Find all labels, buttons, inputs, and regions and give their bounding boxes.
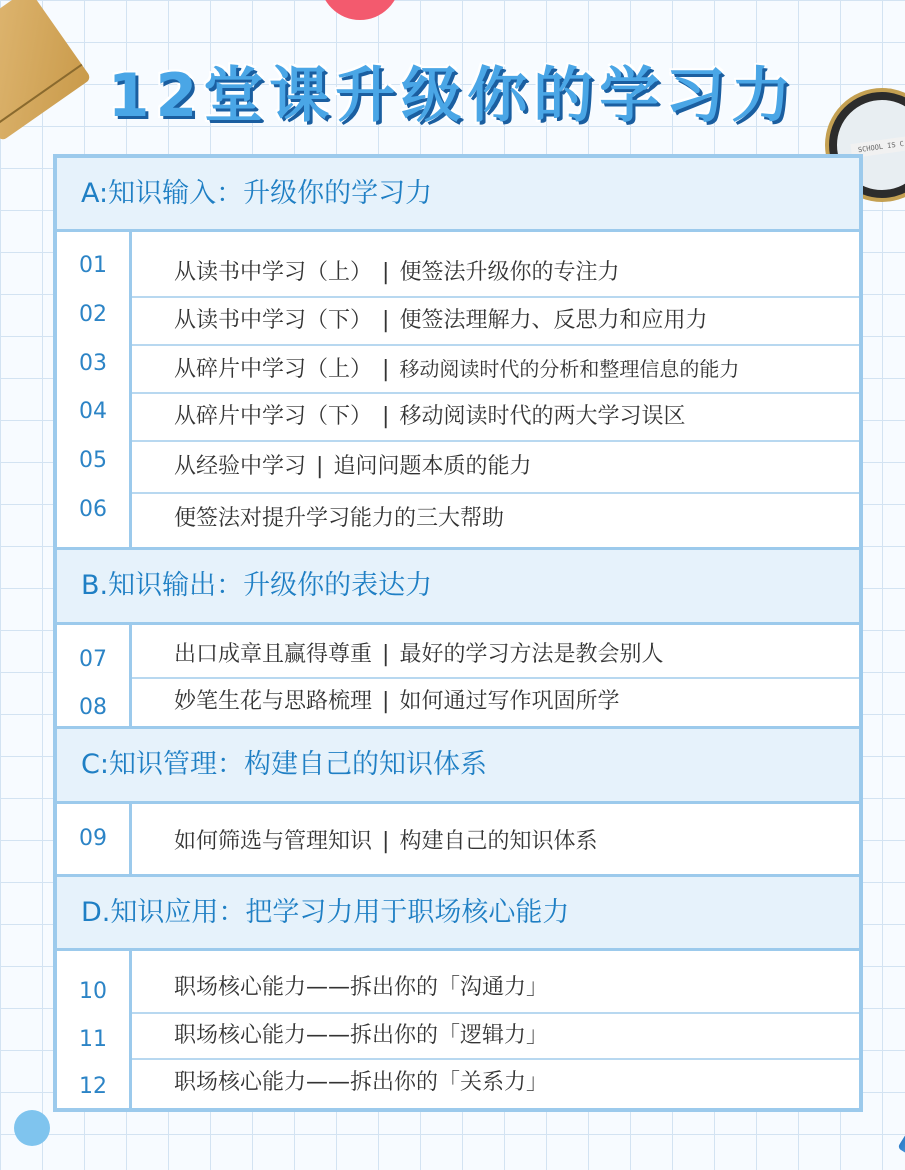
list-item	[132, 298, 859, 346]
item-separator: |	[382, 829, 390, 854]
item-number: 07	[79, 647, 107, 672]
list-item	[132, 818, 859, 866]
list-item	[132, 679, 859, 725]
list-item	[132, 494, 859, 546]
item-description: 追问问题本质的能力	[333, 454, 532, 479]
item-topic: 妙笔生花与思路梳理	[174, 689, 373, 714]
list-item	[132, 633, 859, 679]
list-item	[132, 1014, 859, 1060]
section-b-heading: B.知识输出：升级你的表达力	[57, 550, 859, 625]
item-number: 11	[79, 1027, 107, 1052]
item-topic: 从碎片中学习（下）	[174, 404, 373, 429]
item-separator: |	[316, 454, 324, 479]
item-description: 如何通过写作巩固所学	[399, 689, 620, 714]
item-topic: 出口成章且赢得尊重	[174, 642, 373, 667]
item-number: 10	[79, 979, 107, 1004]
item-description: 便签法升级你的专注力	[399, 260, 620, 285]
page-title: 12堂课升级你的学习力	[107, 61, 798, 131]
item-topic: 职场核心能力——拆出你的「关系力」	[174, 1070, 549, 1095]
item-description: 便签法理解力、反思力和应用力	[399, 308, 708, 333]
item-description: 移动阅读时代的两大学习误区	[399, 404, 686, 429]
item-description: 最好的学习方法是教会别人	[399, 642, 664, 667]
list-item	[132, 442, 859, 494]
item-number: 12	[79, 1074, 107, 1099]
item-topic: 职场核心能力——拆出你的「逻辑力」	[174, 1023, 549, 1048]
list-item	[132, 250, 859, 298]
tape-label: SCHOOL IS C	[850, 136, 905, 158]
item-topic: 从读书中学习（下）	[174, 308, 373, 333]
red-circle-decoration	[320, 0, 400, 20]
blue-dot-decoration	[14, 1110, 50, 1146]
pencil-decoration	[897, 970, 905, 1170]
list-item	[132, 394, 859, 442]
item-number: 05	[79, 448, 107, 473]
section-a-heading: A:知识输入：升级你的学习力	[57, 158, 859, 232]
item-topic: 如何筛选与管理知识	[174, 829, 373, 854]
section-d-heading: D.知识应用：把学习力用于职场核心能力	[57, 877, 859, 951]
list-item	[132, 964, 859, 1014]
item-separator: |	[382, 357, 390, 382]
item-number: 04	[79, 399, 107, 424]
item-topic: 从经验中学习	[174, 454, 307, 479]
list-item	[132, 346, 859, 394]
item-number: 09	[79, 826, 107, 851]
item-number: 01	[79, 253, 107, 278]
item-separator: |	[382, 308, 390, 333]
item-description: 构建自己的知识体系	[399, 829, 598, 854]
list-item	[132, 1060, 859, 1106]
section-c-heading: C:知识管理：构建自己的知识体系	[57, 729, 859, 804]
item-separator: |	[382, 689, 390, 714]
item-topic: 便签法对提升学习能力的三大帮助	[174, 506, 505, 531]
item-separator: |	[382, 642, 390, 667]
item-topic: 从碎片中学习（上）	[174, 357, 373, 382]
item-topic: 职场核心能力——拆出你的「沟通力」	[174, 975, 549, 1000]
course-outline-panel	[53, 154, 863, 1112]
item-separator: |	[382, 404, 390, 429]
item-number: 02	[79, 302, 107, 327]
item-number: 06	[79, 497, 107, 522]
item-separator: |	[382, 260, 390, 285]
item-number: 03	[79, 351, 107, 376]
item-description: 移动阅读时代的分析和整理信息的能力	[399, 357, 740, 381]
item-topic: 从读书中学习（上）	[174, 260, 373, 285]
item-number: 08	[79, 695, 107, 720]
